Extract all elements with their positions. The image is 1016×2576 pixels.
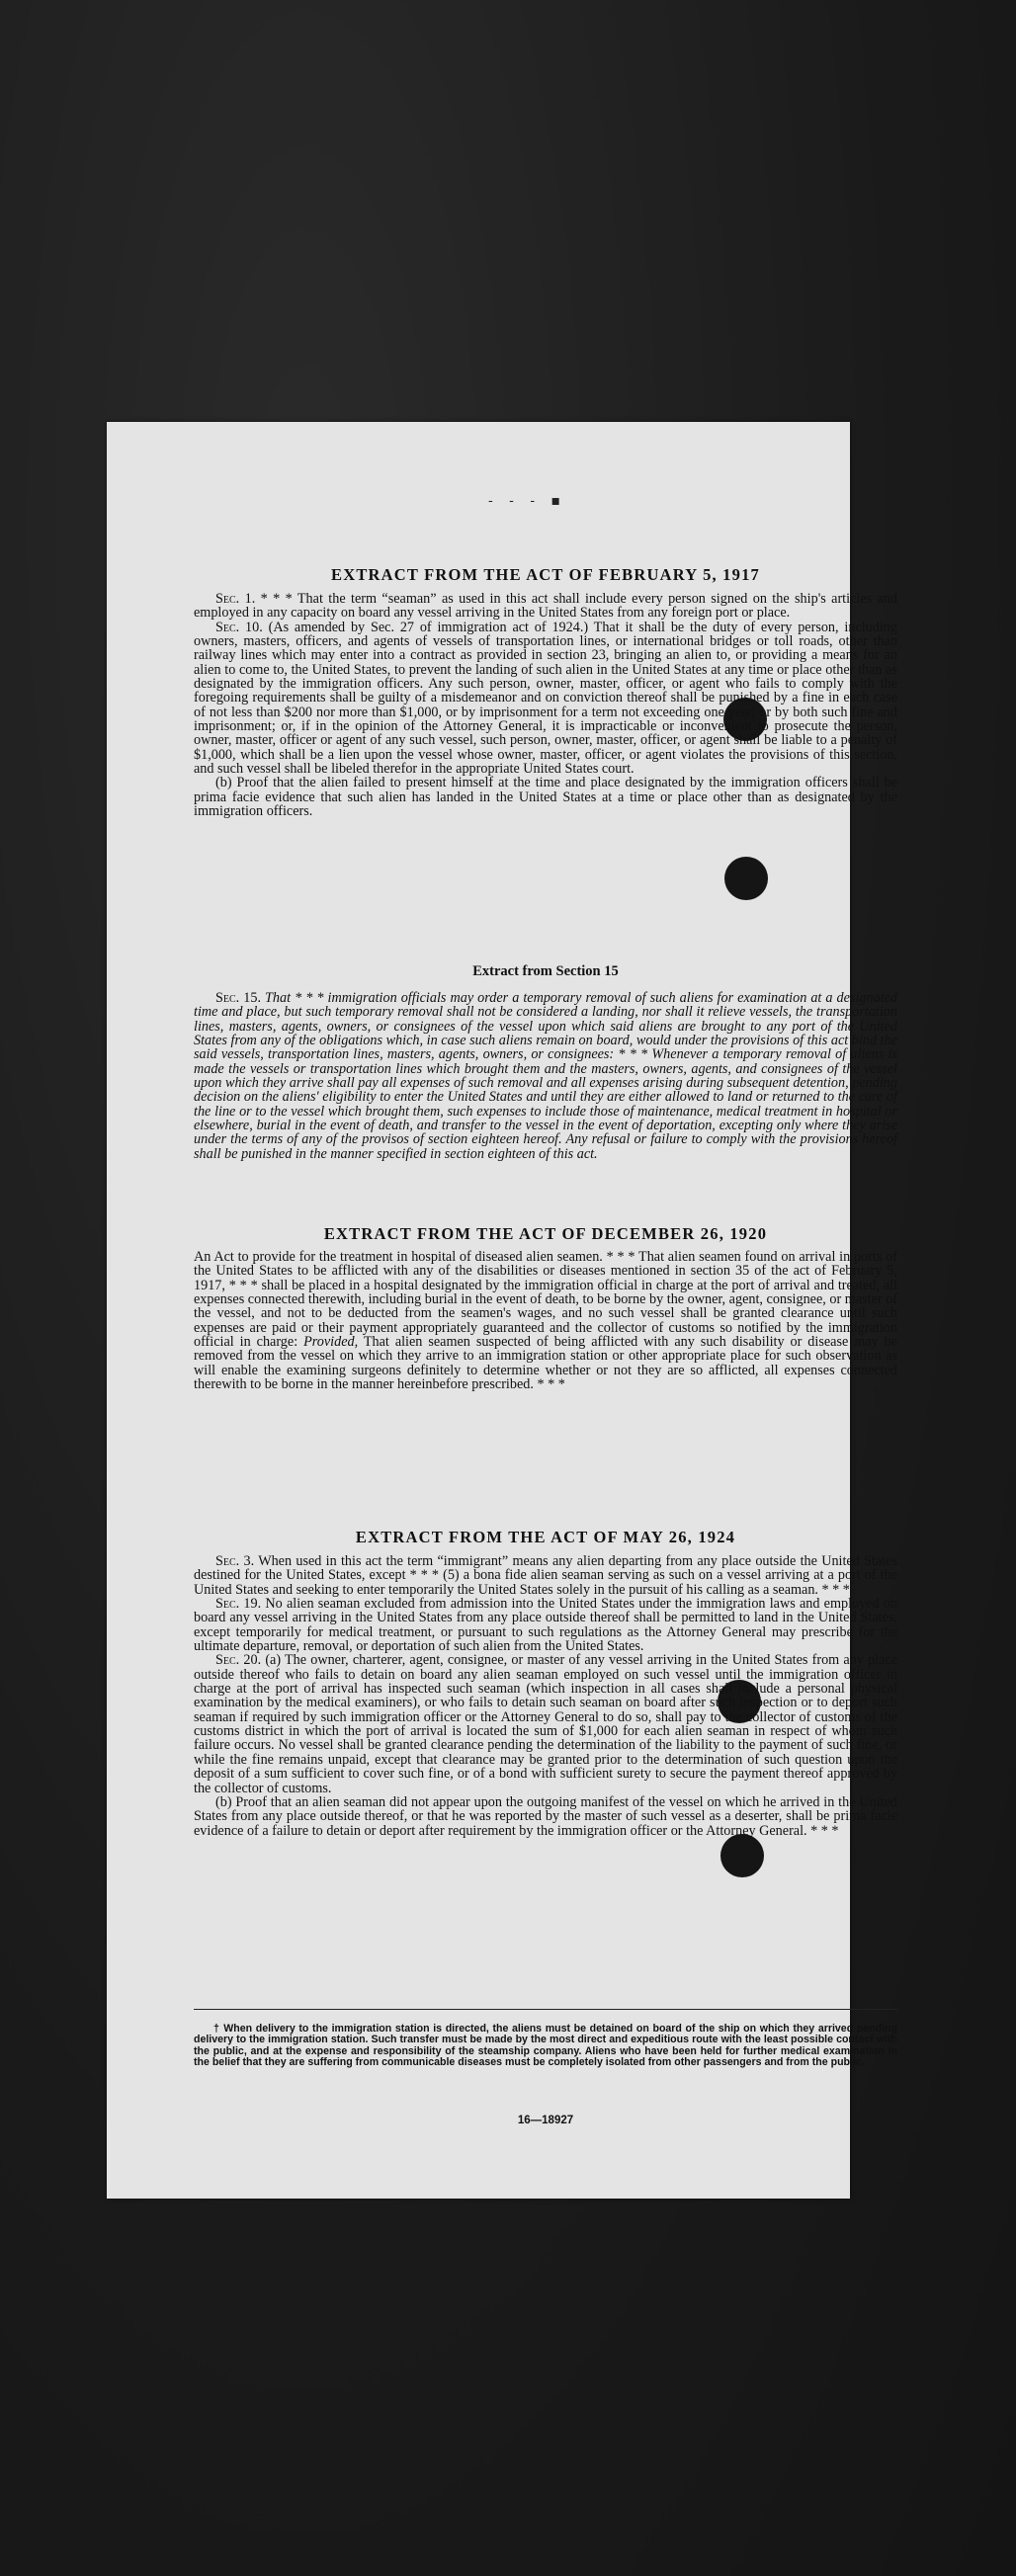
sec-3-text: When used in this act the term “immigrant” means any alien departing from any place outside the United States destined for the United States, except * * * (5) a bona fide alien seaman serving as such on a vessel arriving at a port of the United States and seeking to enter temporarily the United States solely in the pursuit of his calling as a seaman. * * * (194, 1553, 898, 1598)
heading-act-1920: EXTRACT FROM THE ACT OF DECEMBER 26, 1920 (323, 1224, 768, 1243)
footnote-text: † When delivery to the immigration station is directed, the aliens must be detained on board of the ship on which they arrived pending delivery to the immigration station. Such transfer must be made by the most direct and expeditious route with the least possible contact with the public, and at the expense and responsibility of the steamship company. Aliens who have been held for further medical examination in the belief that they are suffering from communicable diseases must be completely isolated from other passengers and from the public. (194, 2023, 897, 2068)
sec-19-text: No alien seaman excluded from admission into the United States under the immigration laws and employed on board any vessel arriving in the United States from any place outside thereof shall be permitted to land in the United States, except temporarily for medical treatment, or pursuant to such regulations as the Attorney General may prescribe for the ultimate departure, removal, or deportation of such alien from the United States. (194, 1596, 898, 1655)
sec-3-label: Sec. 3. (215, 1553, 255, 1569)
sec-10-b-text: (b) Proof that the alien failed to present himself at the time and place designated by the immigration officers shall be prima facie evidence that such alien has landed in the United States at a time or place other than as designated by the immigration officers. (194, 775, 897, 820)
sec-19-label: Sec. 19. (215, 1596, 262, 1613)
sec-20-text: (a) The owner, charterer, agent, consignee, or master of any vessel arriving in the United States from any place outside thereof who fails to detain on board any alien seaman employed on such vessel until the immigration officer in charge at the port of arrival has inspected such seaman (which inspection in all cases shall include a personal physical examination by the medical examiners), or who fails to detain such seaman on board after such inspection or to deport such seaman if required by such immigration officer or the Attorney General to do so, shall pay to the collector of customs of the customs district in which the port of arrival is located the sum of $1,000 for each alien seaman in respect of whom such failure occurs. No vessel shall be granted clearance pending the determination of the liability to the payment of such fine, or while the fine remains unpaid, except that clearance may be granted prior to the determination of such question upon the deposit of a sum sufficient to cover such fine, or of a bond with sufficient surety to secure the payment thereof approved by the collector of customs. (194, 1652, 897, 1796)
footnote (194, 2024, 897, 2093)
act-1920-text: An Act to provide for the treatment in hospital of diseased alien seamen. * * * That alien seamen found on arrival in ports of the United States to be afflicted with any of the disabilities or diseases mentioned in section 35 of the act of February 5, 1917, * * * shall be placed in a hospital designated by the immigration official in charge at the port of arrival and treated, all expenses connected therewith, including burial in the event of death, to be borne by the owner, agent, consignee, or master of the vessel, and not to be deducted from the seamen's wages, and no such vessel shall be granted clearance until such expenses are paid or their payment appropriately guaranteed and the collector of customs so notified by the immigration official in charge: (194, 1249, 897, 1351)
section-1917-body (194, 592, 897, 888)
act-1920-text-2: That alien seamen suspected of being afflicted with any such disability or disease may be removed from the vessel on which they arrive to an immigration station or other appropriate place for such observation as will enable the examining surgeons definitely to determine whether or not they are so afflicted, all expenses connected therewith to be borne in the manner hereinbefore prescribed. * * * (194, 1334, 898, 1393)
section-1920-body (194, 1250, 897, 1477)
heading-act-1924: EXTRACT FROM THE ACT OF MAY 26, 1924 (355, 1528, 736, 1546)
sec-10-text: (As amended by Sec. 27 of immigration act of 1924.) That it shall be the duty of every person, including owners, masters, officers, and agents of vessels of transportation lines, or international bridges or toll roads, other than railway lines which may enter into a contract as provided in section 23, bringing an alien to, or providing a means for an alien to come to, the United States, to prevent the landing of such alien in the United States at any time or place other than as designated by the immigration officers. Any such person, owner, master, officer, or agent who fails to comply with the foregoing requirements shall be guilty of a misdemeanor and on conviction thereof shall be punished by a fine in each case of not less than $200 nor more than $1,000, or by imprisonment for a term not exceeding one year, or by both such fine and imprisonment; or, if in the opinion of the Attorney General, it is impracticable or inconvenient to prosecute the person, owner, master, officer or agent of any such vessel, such person, owner, master, officer, or agent shall be liable to a penalty of $1,000, which shall be a lien upon the vessel whose owner, master, officer, or agent violates the provisions of this section, and such vessel shall be libeled therefor in the appropriate United States court. (194, 619, 897, 778)
decorative-dashes: - - - ▪ (488, 493, 567, 509)
sec-10-label: Sec. 10. (215, 619, 263, 635)
heading-act-1917: EXTRACT FROM THE ACT OF FEBRUARY 5, 1917 (331, 565, 760, 584)
sec-15-label: Sec. 15. (215, 990, 261, 1006)
document-page (107, 422, 898, 2199)
sec-1-text: * * * That the term “seaman” as used in this act shall include every person signed on the ship's articles and employed in any capacity on board any vessel arriving in the United States from any foreign port or place. (194, 591, 898, 622)
footnote-divider (194, 2009, 897, 2010)
heading-section-15: Extract from Section 15 (472, 963, 619, 979)
section-15-body (194, 991, 897, 1220)
sec-1-label: Sec. 1. (215, 591, 256, 607)
sec-15-text: That * * * immigration officials may order a temporary removal of such aliens for examination at a designated time and place, but such temporary removal shall not be considered a landing, nor shall it relieve vessels, the transportation lines, masters, agents, owners, or consignees of the vessel upon which said aliens are brought to any port of the United States from any of the obligations which, in case such aliens remain on board, would under the provisions of this act bind the said vessels, transportation lines, masters, agents, owners, or consignees: * * * Whenever a temporary removal of aliens is made the vessels or transportation lines which brought them and the masters, owners, agents, and consignees of the vessel upon which they arrive shall pay all expenses of such removal and all expenses arising during subsequent detention, pending decision on the aliens' eligibility to enter the United States and until they are either allowed to land or returned to the care of the line or to the vessel which brought them, such expenses to include those of maintenance, medical treatment in hospital or elsewhere, burial in the event of death, and transfer to the vessel in the event of deportation, excepting only where they arise under the terms of any of the provisos of section eighteen hereof. Any refusal or failure to comply with the provisions hereof shall be punished in the manner specified in section eighteen of this act. (194, 990, 898, 1162)
section-1924-body (194, 1554, 897, 1999)
form-number: 16—18927 (517, 2115, 574, 2126)
sec-20-label: Sec. 20. (215, 1652, 262, 1669)
provided-word: Provided, (303, 1334, 359, 1351)
sec-20-b-text: (b) Proof that an alien seaman did not appear upon the outgoing manifest of the vessel on which he arrived in the United States from any place outside thereof, or that he was reported by the master of such vessel as a deserter, shall be prima facie evidence of a failure to detain or deport after requirement by the immigration officer or the Attorney General. * * * (194, 1793, 897, 1839)
